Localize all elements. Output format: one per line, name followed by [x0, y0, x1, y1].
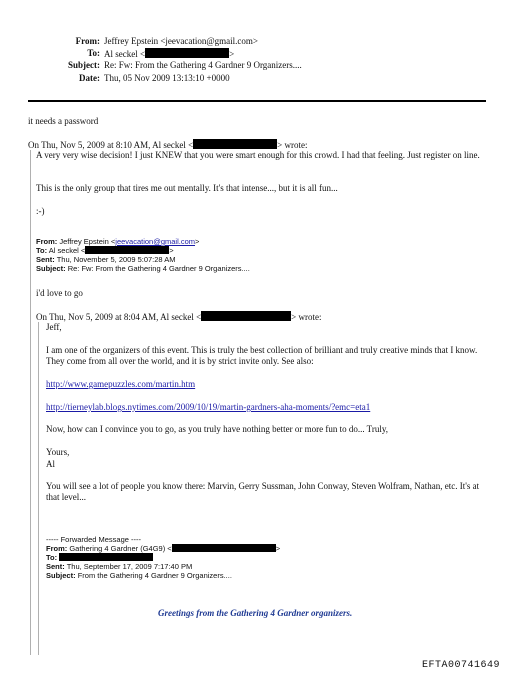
fwd1-from-email-link[interactable]: jeevacation@gmail.com [115, 237, 196, 246]
header-to-row [0, 48, 512, 60]
inner-link-1 [46, 379, 195, 390]
header-from-label: From: [75, 36, 100, 46]
inner-link-2 [46, 402, 370, 413]
fwd1-to-value: Al seckel < [48, 246, 86, 255]
header-date-row [0, 73, 512, 85]
quote-bar-outer [30, 150, 31, 655]
fwd1-from-row [36, 237, 199, 246]
bates-number: EFTA00741649 [421, 660, 500, 671]
header-subject-label: Subject: [68, 60, 100, 70]
fwd2-from-value: Gathering 4 Gardner (G4G9) < [69, 544, 172, 553]
fwd2-marker: ----- Forwarded Message ---- [46, 535, 142, 544]
header-to-value [104, 48, 234, 60]
header-from-value: Jeffrey Epstein <jeevacation@gmail.com> [104, 36, 258, 46]
quote-intro-1-end: > wrote: [277, 140, 308, 150]
fwd1-from-tail: > [195, 237, 200, 246]
fwd2-subject-row [46, 571, 232, 580]
header-date-label: Date: [79, 73, 100, 83]
redaction-box [172, 544, 276, 552]
fwd2-sent-value: Thu, September 17, 2009 7:17:40 PM [66, 562, 193, 571]
quote-intro-2 [36, 311, 321, 323]
tierneylab-link[interactable]: http://tierneylab.blogs.nytimes.com/2009/10/19/martin-gardners-aha-moments/?emc=eta1 [46, 402, 371, 412]
inner-paragraph-2: Now, how can I convince you to go, as you truly have nothing better or more fun to do... Truly, [46, 424, 389, 434]
inner-paragraph-3: You will see a lot of people you know there: Marvin, Gerry Sussman, John Conway, Steven Wolfram, Nathan, etc. It's at that level... [46, 481, 480, 502]
quote-intro-1-start: On Thu, Nov 5, 2009 at 8:10 AM, Al seckel < [28, 140, 194, 150]
fwd1-subject-row [36, 264, 250, 273]
reply-body: it needs a password [28, 116, 99, 126]
inner-salutation: Jeff, [46, 322, 62, 332]
fwd1-to-tail: > [169, 246, 174, 255]
fwd2-subject-value: From the Gathering 4 Gardner 9 Organizers.... [77, 571, 232, 580]
fwd1-subject-label: Subject: [36, 264, 66, 273]
fwd1-to-label: To: [36, 246, 48, 255]
fwd2-sent-label: Sent: [46, 562, 65, 571]
fwd2-to-row [46, 553, 153, 562]
redaction-box [201, 311, 291, 321]
fwd1-from-label: From: [36, 237, 58, 246]
inner-closing-1: Yours, [46, 447, 70, 457]
header-to-label: To: [87, 48, 100, 58]
quote-intro-2-end: > wrote: [291, 312, 322, 322]
fwd2-from-row [46, 544, 280, 553]
quote-intro-2-start: On Thu, Nov 5, 2009 at 8:04 AM, Al seckel < [36, 312, 202, 322]
header-to-tail: > [229, 49, 235, 59]
quote1-paragraph-1: A very very wise decision! I just KNEW that you were smart enough for this crowd. I had that feeling. Just register on line. [36, 150, 480, 160]
header-divider [28, 100, 486, 102]
fwd1-sent-label: Sent: [36, 255, 55, 264]
fwd1-sent-value: Thu, November 5, 2009 5:07:28 AM [56, 255, 176, 264]
header-subject-row [0, 60, 512, 72]
redaction-box [145, 48, 229, 58]
header-from-row [0, 36, 512, 48]
fwd2-to-label: To: [46, 553, 58, 562]
fwd1-to-row [36, 246, 174, 255]
redaction-box [85, 246, 169, 254]
fwd2-sent-row [46, 562, 192, 571]
fwd1-from-name: Jeffrey Epstein < [59, 237, 116, 246]
header-to-text: Al seckel < [104, 49, 146, 59]
inner-paragraph-1: I am one of the organizers of this event. This is truly the best collection of brilliant and truly creative minds that I know. They come from all over the world, and it is by strict invite only. See also: [46, 345, 478, 366]
header-date-value: Thu, 05 Nov 2009 13:13:10 +0000 [104, 73, 230, 83]
redaction-box [193, 139, 277, 149]
fwd2-subject-label: Subject: [46, 571, 76, 580]
fwd1-body: i'd love to go [36, 288, 83, 298]
redaction-box [59, 553, 153, 561]
inner-closing-2: Al [46, 459, 55, 469]
g4g-greeting: Greetings from the Gathering 4 Gardner organizers. [158, 608, 353, 618]
header-subject-value: Re: Fw: From the Gathering 4 Gardner 9 Organizers.... [104, 60, 302, 70]
fwd2-from-tail: > [275, 544, 281, 553]
fwd2-from-label: From: [46, 544, 68, 553]
quote-bar-inner [38, 322, 39, 655]
fwd1-subject-value: Re: Fw: From the Gathering 4 Gardner 9 Organizers.... [67, 264, 250, 273]
gamepuzzles-link[interactable]: http://www.gamepuzzles.com/martin.htm [46, 379, 196, 389]
fwd1-sent-row [36, 255, 176, 264]
quote1-paragraph-2: This is the only group that tires me out mentally. It's that intense..., but it is all fun... [36, 183, 338, 193]
quote1-paragraph-3: :-) [36, 206, 45, 216]
